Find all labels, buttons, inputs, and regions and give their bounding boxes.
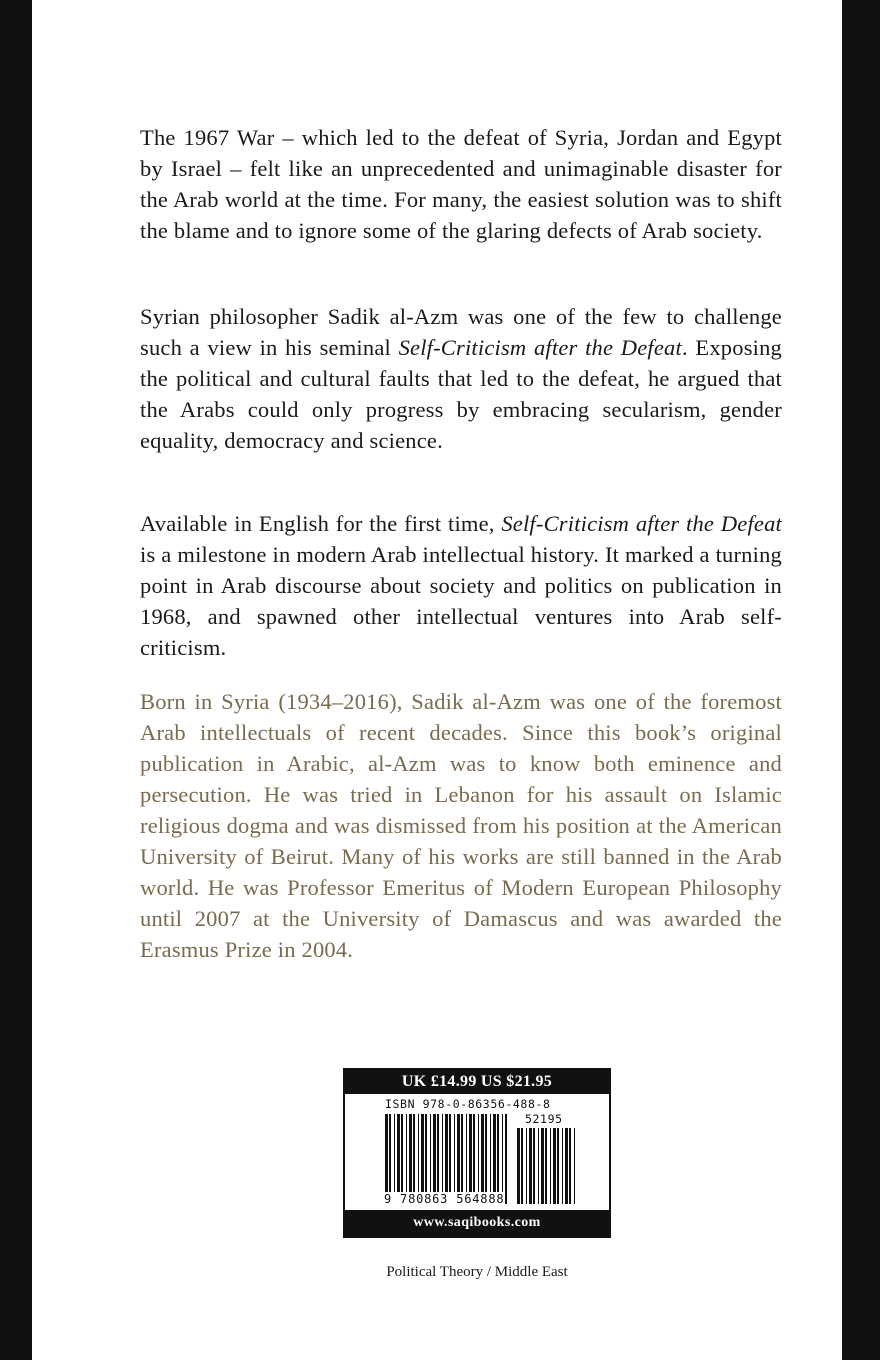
- blurb-paragraph-3: [140, 508, 782, 663]
- blurb-text: Syrian philosopher Sadik al-Azm was one of the few to challenge such a view in his seminal: [140, 304, 782, 360]
- book-title: Self-Criticism after the Defeat: [398, 335, 682, 360]
- blurb-paragraph-1: The 1967 War – which led to the defeat of Syria, Jordan and Egypt by Israel – felt like an unprecedented and unimaginable disaster for the Arab world at the time. For many, the easiest solution was to shift the blame and to ignore some of the glaring defects of Arab society.: [140, 125, 782, 243]
- author-bio: Born in Syria (1934–2016), Sadik al-Azm was one of the foremost Arab intellectuals of recent decades. Since this book’s original publication in Arabic, al-Azm was to know both eminence and persecution. He was tried in Lebanon for his assault on Islamic religious dogma and was dismissed from his position at the American University of Beirut. Many of his works are still banned in the Arab world. He was Professor Emeritus of Modern European Philosophy until 2007 at the University of Damascus and was awarded the Erasmus Prize in 2004.: [140, 689, 782, 962]
- ean-digits: 9 780863 564888: [384, 1192, 505, 1206]
- isbn-label: ISBN 978-0-86356-488-8: [385, 1097, 551, 1111]
- book-title: Self-Criticism after the Defeat: [501, 511, 782, 536]
- blurb-text: Available in English for the first time,: [140, 511, 502, 536]
- back-cover: [32, 0, 842, 1360]
- publisher-website: www.saqibooks.com: [345, 1210, 609, 1236]
- barcode-block: [343, 1068, 611, 1238]
- blurb-text: is a milestone in modern Arab intellectual history. It marked a turning point in Arab discourse about society and politics on publication in 1968, and spawned other intellectual ventures into Arab self-criticism.: [140, 542, 782, 660]
- blurb-text: . Exposing the political and cultural faults that led to the defeat, he argued that the Arabs could only progress by embracing secularism, gender equality, democracy and science.: [140, 335, 783, 453]
- price-addon-code: 52195: [525, 1112, 563, 1126]
- category-label: Political Theory / Middle East: [386, 1264, 568, 1280]
- price-label: UK £14.99 US $21.95: [345, 1070, 609, 1094]
- blurb-paragraph-2: [140, 301, 782, 456]
